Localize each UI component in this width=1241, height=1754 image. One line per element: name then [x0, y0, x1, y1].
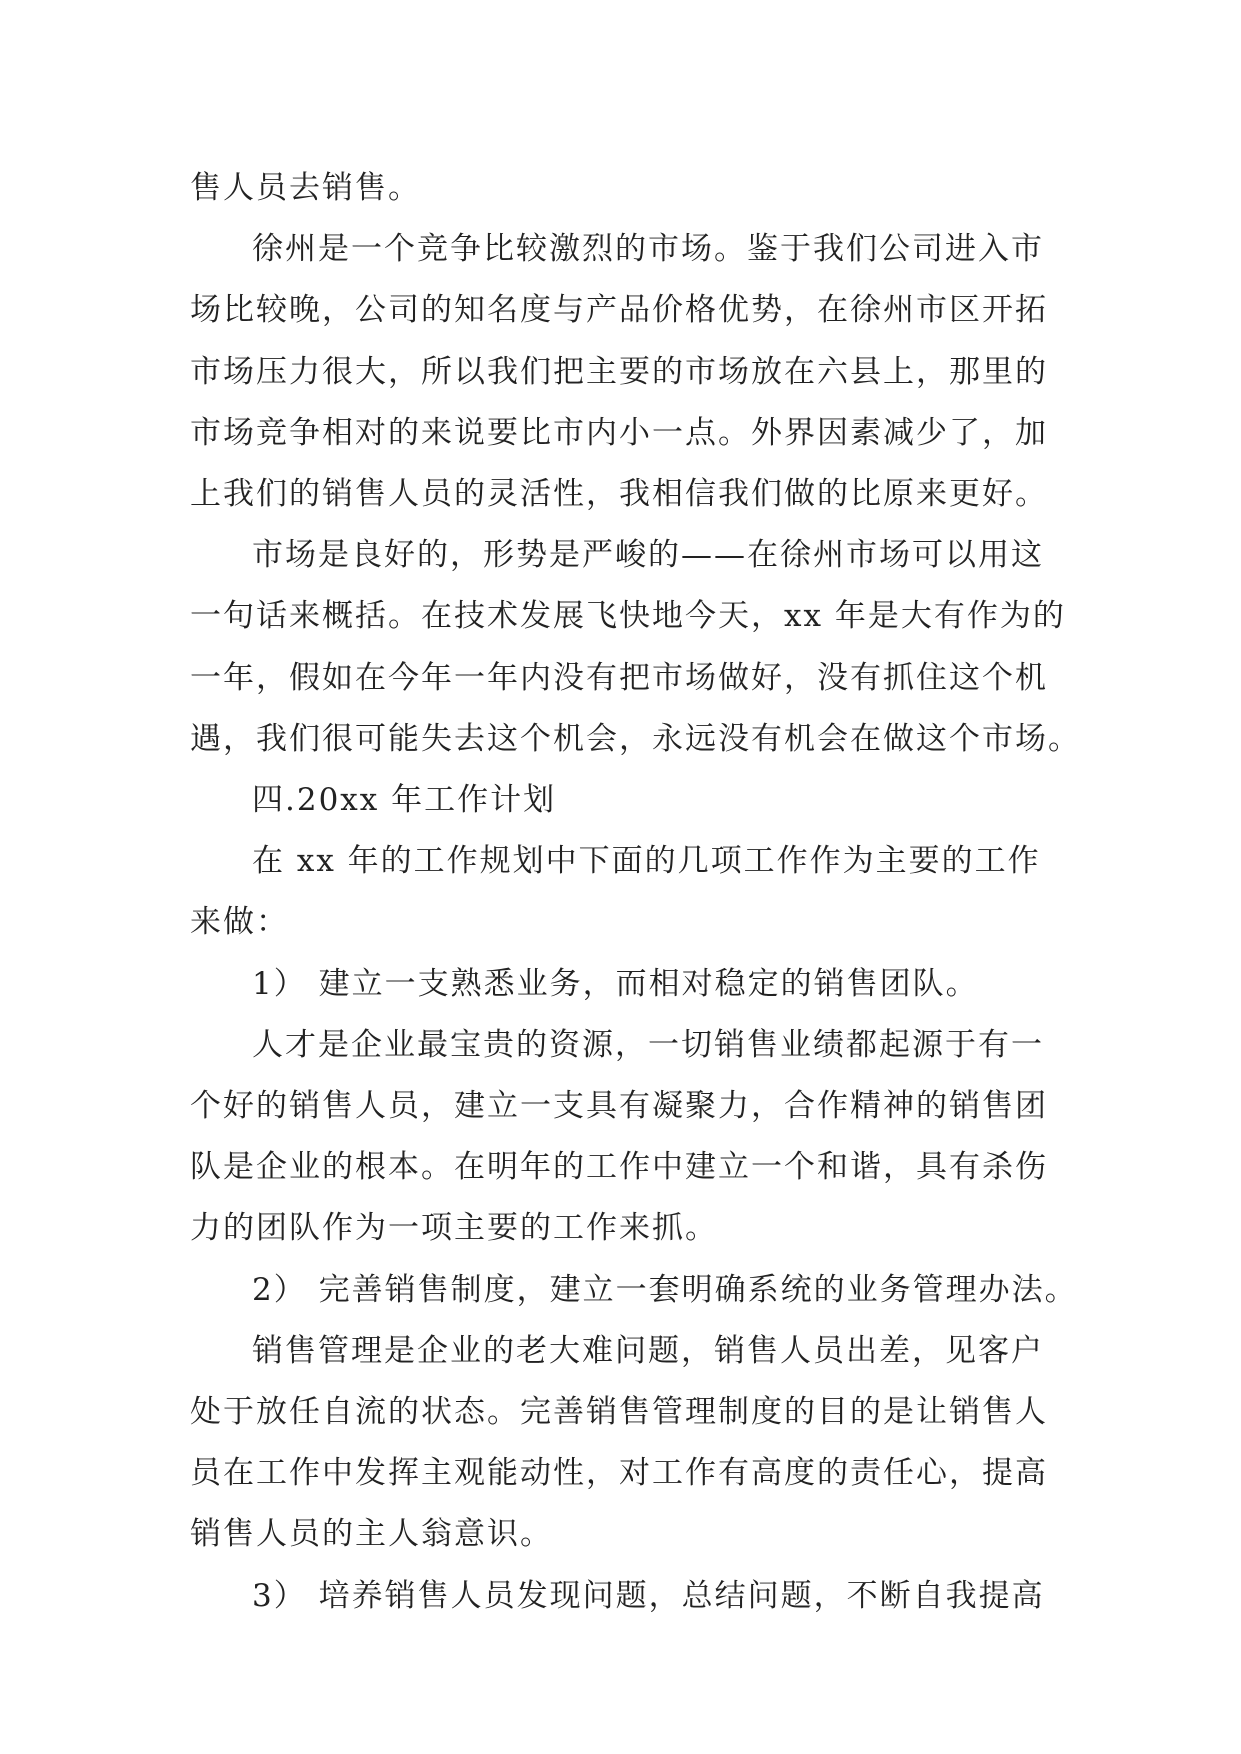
paragraph [190, 831, 1070, 953]
paragraph [190, 1015, 1070, 1260]
paragraph [190, 219, 1070, 525]
paragraph [190, 525, 1081, 770]
text-line: 四.20xx 年工作计划 [252, 782, 557, 819]
text-line: 销售管理是企业的老大难问题，销售人员出差，见客户 [252, 1332, 1044, 1369]
text-line: 3） 培养销售人员发现问题，总结问题，不断自我提高 [252, 1577, 1045, 1614]
text-line: 队是企业的根本。在明年的工作中建立一个和谐，具有杀伤 [190, 1149, 1048, 1186]
text-line: 销售人员的主人翁意识。 [190, 1516, 553, 1553]
text-line: 场比较晚，公司的知名度与产品价格优势，在徐州市区开拓 [190, 292, 1048, 329]
document-body [190, 158, 1081, 1627]
text-line: 1） 建立一支熟悉业务，而相对稳定的销售团队。 [252, 965, 979, 1002]
text-line: 上我们的销售人员的灵活性，我相信我们做的比原来更好。 [190, 476, 1048, 513]
text-line: 市场是良好的，形势是严峻的——在徐州市场可以用这 [252, 537, 1044, 574]
text-line: 员在工作中发挥主观能动性，对工作有高度的责任心，提高 [190, 1455, 1048, 1492]
text-line: 售人员去销售。 [190, 170, 421, 206]
text-line: 遇，我们很可能失去这个机会，永远没有机会在做这个市场。 [190, 720, 1081, 757]
text-line: 人才是企业最宝贵的资源，一切销售业绩都起源于有一 [252, 1026, 1044, 1063]
text-line: 来做： [190, 904, 289, 941]
paragraph [190, 1321, 1070, 1566]
paragraph [190, 954, 1070, 1015]
text-line: 一句话来概括。在技术发展飞快地今天，xx 年是大有作为的 [190, 598, 1066, 635]
text-line: 市场压力很大，所以我们把主要的市场放在六县上，那里的 [190, 353, 1048, 390]
text-line: 市场竞争相对的来说要比市内小一点。外界因素减少了，加 [190, 414, 1048, 451]
paragraph [190, 1566, 1070, 1627]
paragraph [190, 770, 1070, 831]
text-line: 力的团队作为一项主要的工作来抓。 [190, 1210, 718, 1247]
text-line: 处于放任自流的状态。完善销售管理制度的目的是让销售人 [190, 1394, 1048, 1431]
text-line: 一年，假如在今年一年内没有把市场做好，没有抓住这个机 [190, 659, 1048, 696]
paragraph [190, 158, 1070, 219]
text-line: 个好的销售人员，建立一支具有凝聚力，合作精神的销售团 [190, 1088, 1048, 1125]
text-line: 2） 完善销售制度，建立一套明确系统的业务管理办法。 [252, 1271, 1078, 1308]
text-line: 徐州是一个竞争比较激烈的市场。鉴于我们公司进入市 [252, 231, 1044, 268]
text-line: 在 xx 年的工作规划中下面的几项工作作为主要的工作 [252, 843, 1041, 880]
paragraph [190, 1260, 1078, 1321]
